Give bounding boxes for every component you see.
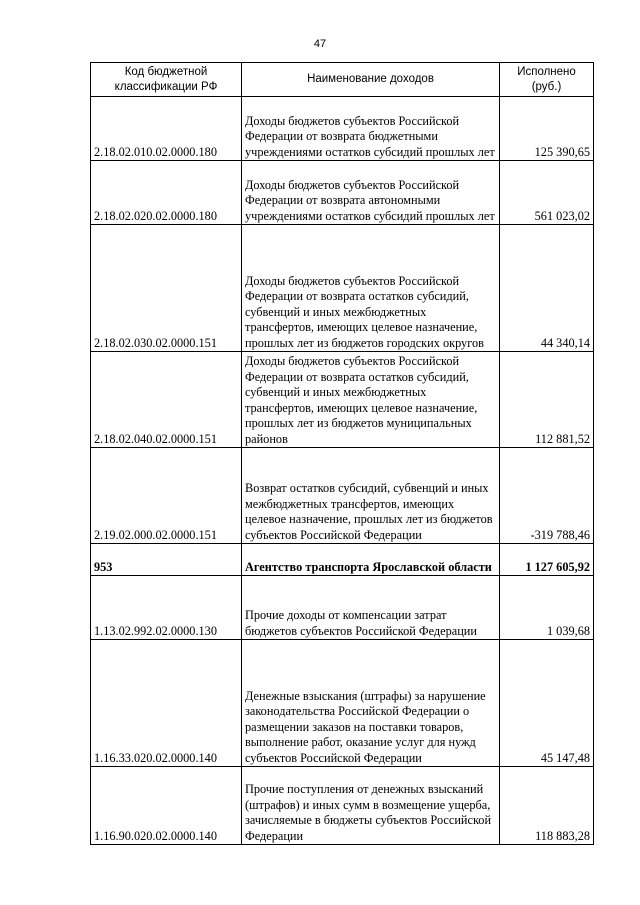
row-amount: 1 039,68 [500, 576, 594, 640]
table-row [91, 352, 594, 448]
row-amount: 118 883,28 [500, 767, 594, 845]
row-name: Агентство транспорта Ярославской области [242, 544, 500, 576]
row-amount: 125 390,65 [500, 97, 594, 161]
revenue-table [90, 62, 594, 845]
row-code: 2.18.02.010.02.0000.180 [91, 97, 242, 161]
table-row [91, 448, 594, 544]
row-name: Доходы бюджетов субъектов Российской Федерации от возврата остатков субсидий, субвенций и иных межбюджетных трансфертов, имеющих целевое назначение, прошлых лет из бюджетов городских округов [242, 225, 500, 352]
row-code: 953 [91, 544, 242, 576]
page-number: 47 [313, 38, 327, 50]
table-body [91, 97, 594, 845]
row-amount: -319 788,46 [500, 448, 594, 544]
row-amount: 1 127 605,92 [500, 544, 594, 576]
row-name: Прочие доходы от компенсации затрат бюджетов субъектов Российской Федерации [242, 576, 500, 640]
row-code: 2.18.02.030.02.0000.151 [91, 225, 242, 352]
row-code: 2.18.02.020.02.0000.180 [91, 161, 242, 225]
table-row [91, 576, 594, 640]
row-name: Возврат остатков субсидий, субвенций и иных межбюджетных трансфертов, имеющих целевое назначение, прошлых лет из бюджетов субъектов Российской Федерации [242, 448, 500, 544]
header-name: Наименование доходов [242, 63, 500, 97]
table-row [91, 544, 594, 576]
row-name: Денежные взыскания (штрафы) за нарушение законодательства Российской Федерации о размещении заказов на поставки товаров, выполнение работ, оказание услуг для нужд субъектов Российской Федерации [242, 640, 500, 767]
row-code: 1.13.02.992.02.0000.130 [91, 576, 242, 640]
row-amount: 45 147,48 [500, 640, 594, 767]
row-name: Прочие поступления от денежных взысканий (штрафов) и иных сумм в возмещение ущерба, зачисляемые в бюджеты субъектов Российской Федерации [242, 767, 500, 845]
row-code: 1.16.33.020.02.0000.140 [91, 640, 242, 767]
row-name: Доходы бюджетов субъектов Российской Федерации от возврата остатков субсидий, субвенций и иных межбюджетных трансфертов, имеющих целевое назначение, прошлых лет из бюджетов муниципальных районов [242, 352, 500, 448]
table-row [91, 97, 594, 161]
table-row [91, 161, 594, 225]
table-row [91, 225, 594, 352]
row-amount: 44 340,14 [500, 225, 594, 352]
row-amount: 561 023,02 [500, 161, 594, 225]
table-row [91, 767, 594, 845]
header-row [91, 63, 594, 97]
table-header [91, 63, 594, 97]
header-code: Код бюджетной классификации РФ [91, 63, 242, 97]
row-name: Доходы бюджетов субъектов Российской Федерации от возврата бюджетными учреждениями остатков субсидий прошлых лет [242, 97, 500, 161]
row-code: 1.16.90.020.02.0000.140 [91, 767, 242, 845]
row-code: 2.19.02.000.02.0000.151 [91, 448, 242, 544]
row-amount: 112 881,52 [500, 352, 594, 448]
table-row [91, 640, 594, 767]
row-name: Доходы бюджетов субъектов Российской Федерации от возврата автономными учреждениями остатков субсидий прошлых лет [242, 161, 500, 225]
row-code: 2.18.02.040.02.0000.151 [91, 352, 242, 448]
header-amount: Исполнено (руб.) [500, 63, 594, 97]
